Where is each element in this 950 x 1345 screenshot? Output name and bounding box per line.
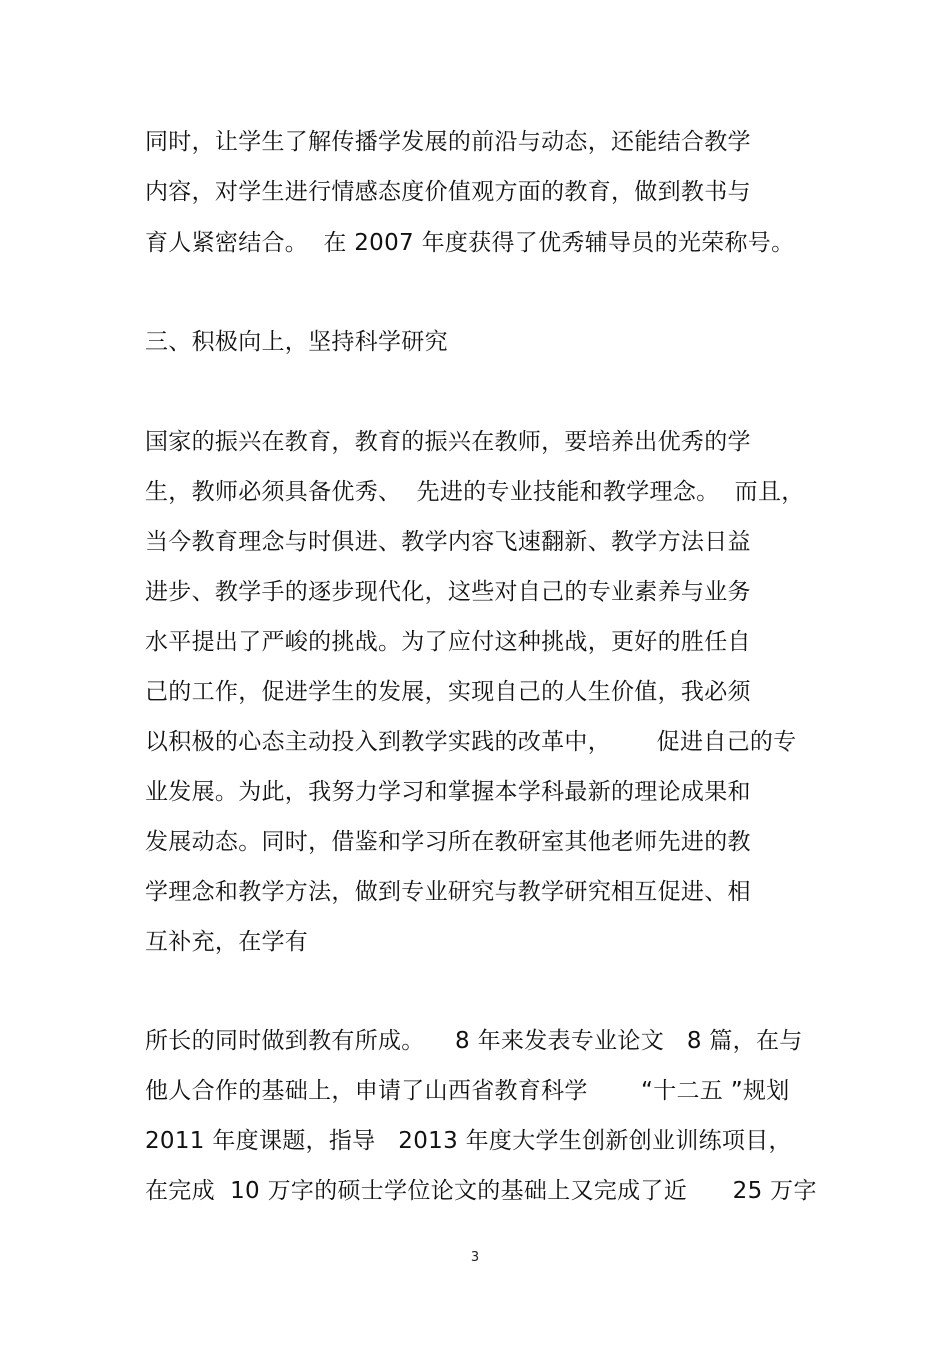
- section-heading: 三、积极向上，坚持科学研究: [145, 329, 448, 355]
- paragraph-2-line-5: 水平提出了严峻的挑战。为了应付这种挑战，更好的胜任自: [145, 629, 751, 655]
- paragraph-2-line-3: 当今教育理念与时俱进、教学内容飞速翻新、教学方法日益: [145, 529, 751, 555]
- paragraph-3-line-2: 他人合作的基础上，申请了山西省教育科学 “十二五 ”规划: [145, 1078, 790, 1104]
- paragraph-2-line-6: 己的工作，促进学生的发展，实现自己的人生价值，我必须: [145, 679, 751, 705]
- page-number: 3: [470, 1250, 480, 1265]
- paragraph-3-line-1: 所长的同时做到教有所成。 8 年来发表专业论文 8 篇，在与: [145, 1028, 803, 1054]
- paragraph-2-line-7: 以积极的心态主动投入到教学实践的改革中， 促进自己的专: [145, 729, 797, 755]
- paragraph-2-line-4: 进步、教学手的逐步现代化，这些对自己的专业素养与业务: [145, 579, 751, 605]
- paragraph-2-line-8: 业发展。为此，我努力学习和掌握本学科最新的理论成果和: [145, 779, 751, 805]
- paragraph-2-line-11: 互补充，在学有: [145, 929, 309, 955]
- paragraph-1-line-1: 同时，让学生了解传播学发展的前沿与动态，还能结合教学: [145, 129, 751, 155]
- paragraph-2-line-2: 生，教师必须具备优秀、 先进的专业技能和教学理念。 而且，: [145, 479, 805, 505]
- paragraph-1-line-3: 育人紧密结合。 在 2007 年度获得了优秀辅导员的光荣称号。: [145, 230, 795, 256]
- paragraph-1-line-2: 内容，对学生进行情感态度价值观方面的教育，做到教书与: [145, 179, 751, 205]
- paragraph-3-line-3: 2011 年度课题，指导 2013 年度大学生创新创业训练项目，: [145, 1128, 792, 1154]
- paragraph-2-line-9: 发展动态。同时，借鉴和学习所在教研室其他老师先进的教: [145, 829, 751, 855]
- paragraph-2-line-1: 国家的振兴在教育，教育的振兴在教师，要培养出优秀的学: [145, 429, 751, 455]
- paragraph-3-line-4: 在完成 10 万字的硕士学位论文的基础上又完成了近 25 万字: [145, 1178, 817, 1204]
- paragraph-2-line-10: 学理念和教学方法，做到专业研究与教学研究相互促进、相: [145, 879, 751, 905]
